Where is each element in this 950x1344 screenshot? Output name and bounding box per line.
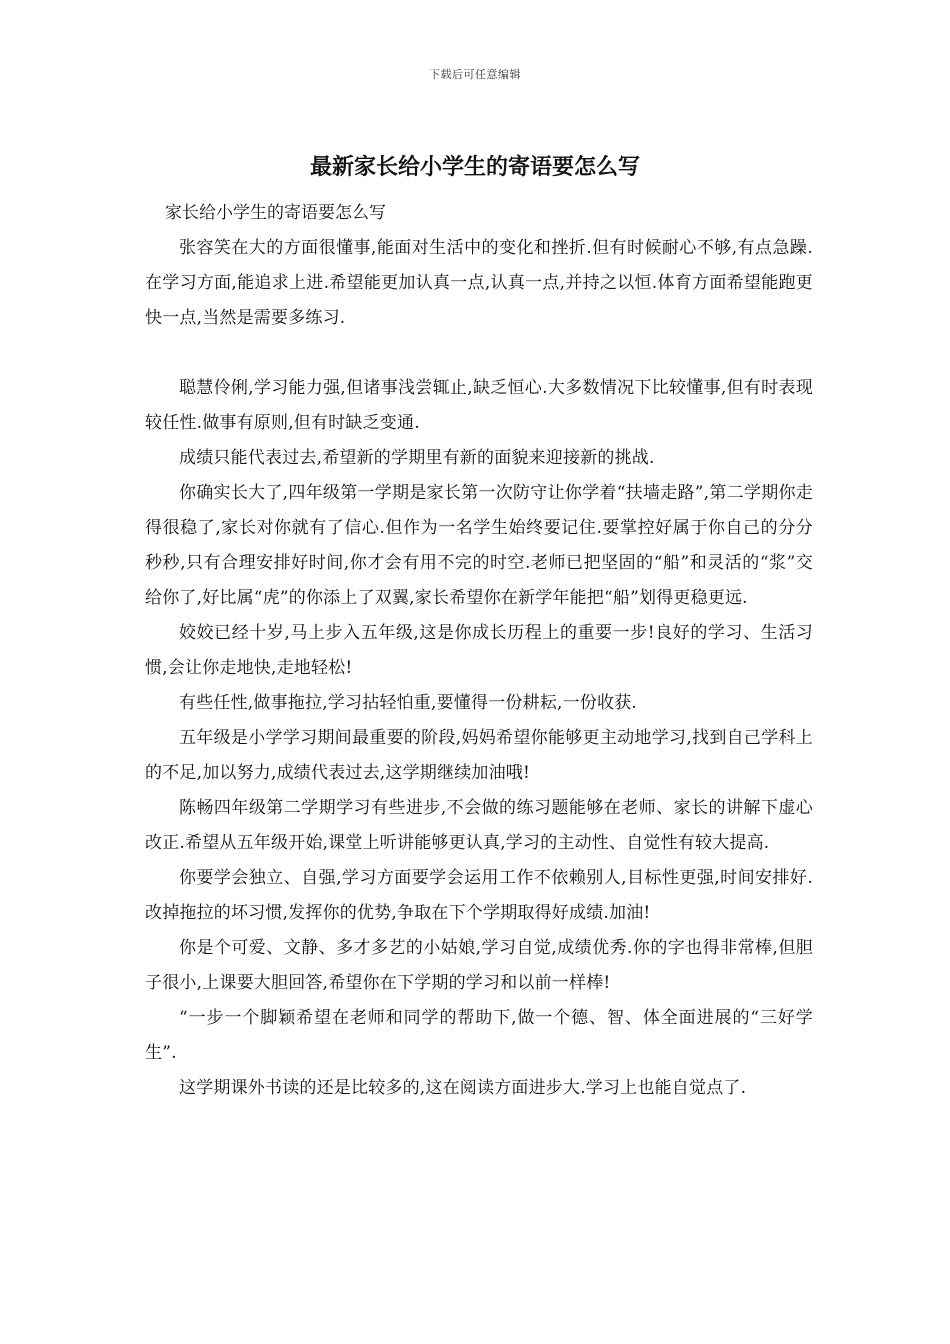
paragraph-9: 你要学会独立、自强,学习方面要学会运用工作不依赖别人,目标性更强,时间安排好.改掉拖拉的坏习惯,发挥你的优势,争取在下个学期取得好成绩.加油! — [145, 868, 813, 923]
document-body — [145, 196, 813, 1106]
paragraph-11: “一步一个脚颖希望在老师和同学的帮助下,做一个德、智、体全面进展的“三好学生”. — [145, 1008, 813, 1063]
paragraph-4: 你确实长大了,四年级第一学期是家长第一次防守让你学着“扶墙走路”,第二学期你走得很稳了,家长对你就有了信心.但作为一名学生始终要记住.要掌控好属于你自己的分分秒秒,只有合理安排好时间,你才会有用不完的时空.老师已把坚固的“船”和灵活的“浆”交给你了,好比属“虎”的你添上了双翼,家长希望你在新学年能把“船”划得更稳更远. — [145, 483, 813, 608]
paragraph-2: 聪慧伶俐,学习能力强,但诸事浅尝辄止,缺乏恒心.大多数情况下比较懂事,但有时表现较任性.做事有原则,但有时缺乏变通. — [145, 378, 813, 433]
blank-line — [145, 336, 813, 371]
paragraph-12: 这学期课外书读的还是比较多的,这在阅读方面进步大.学习上也能自觉点了. — [179, 1078, 747, 1098]
paragraph-7: 五年级是小学学习期间最重要的阶段,妈妈希望你能够更主动地学习,找到自己学科上的不足,加以努力,成绩代表过去,这学期继续加油哦! — [145, 728, 813, 783]
paragraph-6: 有些任性,做事拖拉,学习拈轻怕重,要懂得一份耕耘,一份收获. — [179, 693, 638, 713]
header-note: 下载后可任意编辑 — [429, 68, 521, 81]
subtitle: 家长给小学生的寄语要怎么写 — [165, 203, 386, 223]
paragraph-1: 张容笑在大的方面很懂事,能面对生活中的变化和挫折.但有时候耐心不够,有点急躁.在学习方面,能追求上进.希望能更加认真一点,认真一点,并持之以恒.体育方面希望能跑更快一点,当然是需要多练习. — [145, 238, 813, 328]
page-title: 最新家长给小学生的寄语要怎么写 — [309, 154, 640, 180]
paragraph-10: 你是个可爱、文静、多才多艺的小姑娘,学习自觉,成绩优秀.你的字也得非常棒,但胆子很小,上课要大胆回答,希望你在下学期的学习和以前一样棒! — [145, 938, 813, 993]
paragraph-5: 姣姣已经十岁,马上步入五年级,这是你成长历程上的重要一步!良好的学习、生活习惯,会让你走地快,走地轻松! — [145, 623, 813, 678]
paragraph-8: 陈畅四年级第二学期学习有些进步,不会做的练习题能够在老师、家长的讲解下虚心改正.希望从五年级开始,课堂上听讲能够更认真,学习的主动性、自觉性有较大提高. — [145, 798, 813, 853]
paragraph-3: 成绩只能代表过去,希望新的学期里有新的面貌来迎接新的挑战. — [179, 448, 655, 468]
